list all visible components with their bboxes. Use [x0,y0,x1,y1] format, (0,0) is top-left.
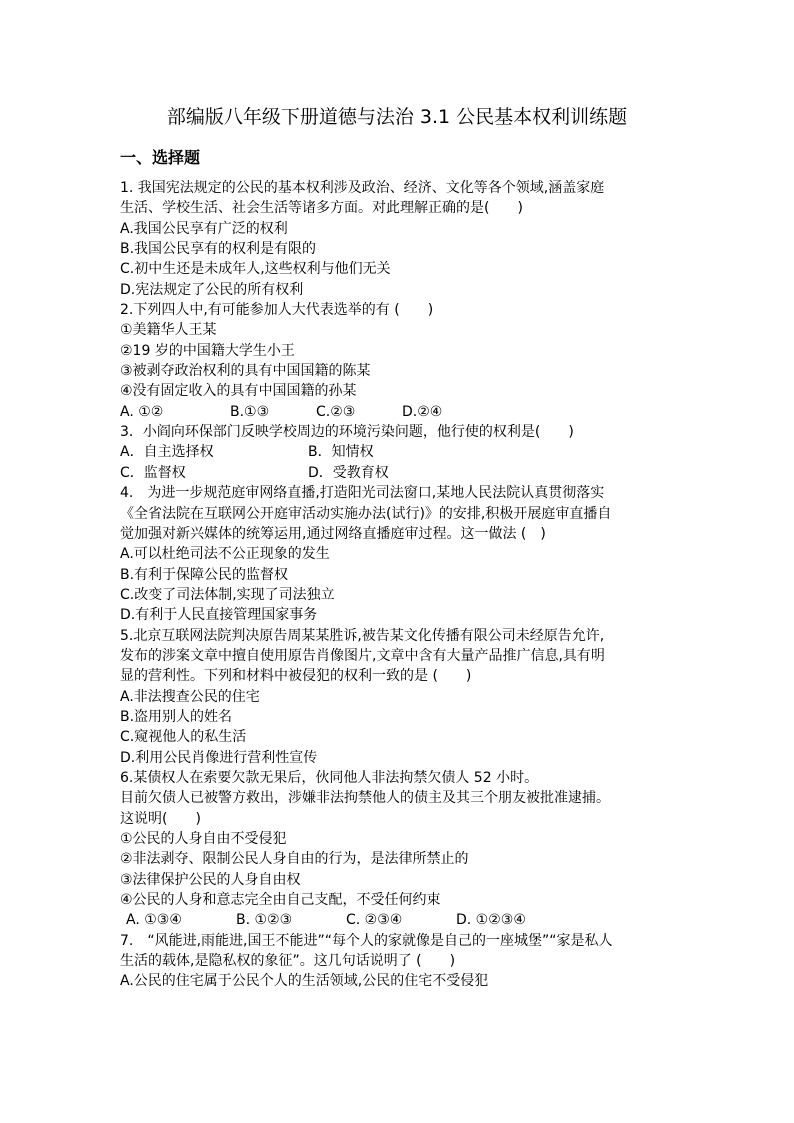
question-6-option-a: A. ①③④ [126,912,182,929]
question-3-option-b: B．知情权 [308,444,374,461]
question-6-option-b: B. ①②③ [236,912,293,929]
question-2-option-c: C.②③ [316,403,356,420]
question-6-item-2: ②非法剥夺、限制公民人身自由的行为，是法律所禁止的 [120,851,469,868]
question-2-options [120,402,680,422]
question-1-stem-line-2: 生活、学校生活、社会生活等诸多方面。对此理解正确的是( ) [120,200,523,217]
question-6-options [120,910,680,930]
question-5-stem-line-1: 5.北京互联网法院判决原告周某某胜诉,被告某文化传播有限公司未经原告允许, [120,627,605,644]
question-6-item-4: ④公民的人身和意志完全由自己支配，不受任何约束 [120,892,441,909]
question-4-stem-line-3: 觉加强对新兴媒体的统筹运用,通过网络直播庭审过程。这一做法 ( ) [120,525,546,542]
document-title: 部编版八年级下册道德与法治 3.1 公民基本权利训练题 [166,106,628,128]
question-6-item-1: ①公民的人身自由不受侵犯 [120,831,287,847]
question-1-option-b: B.我国公民享有的权利是有限的 [120,241,317,258]
question-3-option-d: D．受教育权 [308,464,389,481]
question-2-option-d: D.②④ [402,403,443,420]
question-2-stem: 2.下列四人中,有可能参加人大代表选举的有 ( ) [120,302,434,319]
question-3-stem: 3．小阎向环保部门反映学校周边的环境污染问题，他行使的权利是( ) [120,424,574,441]
question-3-option-c: C．监督权 [120,464,186,481]
question-3-option-a: A．自主选择权 [120,444,214,461]
question-4-option-c: C.改变了司法体制,实现了司法独立 [120,586,335,603]
question-4-option-a: A.可以杜绝司法不公正现象的发生 [120,546,330,563]
question-7-stem-line-2: 生活的载体,是隐私权的象征”。这几句话说明了 ( ) [120,953,456,970]
question-6-item-3: ③法律保护公民的人身自由权 [120,871,301,888]
question-4-option-b: B.有利于保障公民的监督权 [120,566,289,583]
question-6-stem-line-1: 6.某债权人在索要欠款无果后，伙同他人非法拘禁欠债人 52 小时。 [120,769,539,786]
question-4-option-d: D.有利于人民直接管理国家事务 [120,607,318,624]
question-5-stem-line-2: 发布的涉案文章中擅自使用原告肖像图片,文章中含有大量产品推广信息,具有明 [120,647,605,664]
question-2-option-b: B.①③ [230,403,270,420]
question-5-stem-line-3: 显的营利性。下列和材料中被侵犯的权利一致的是 ( ) [120,668,472,685]
question-6-option-c: C. ②③④ [346,912,403,929]
question-2-option-a: A. ①② [120,403,164,420]
question-6-stem-line-3: 这说明( ) [120,810,201,827]
question-2-item-2: ②19 岁的中国籍大学生小王 [120,342,295,359]
question-list [120,178,680,992]
question-4-stem-line-2: 《全省法院在互联网公开庭审活动实施办法(试行)》的安排,积极开展庭审直播自 [120,505,612,522]
section-heading: 一、选择题 [120,148,201,167]
question-3-options-row-1 [120,442,680,462]
question-5-option-a: A.非法搜查公民的住宅 [120,688,260,705]
question-5-option-d: D.利用公民肖像进行营利性宣传 [120,749,318,766]
question-1-option-a: A.我国公民享有广泛的权利 [120,220,288,237]
question-1-stem-line-1: 1. 我国宪法规定的公民的基本权利涉及政治、经济、文化等各个领域,涵盖家庭 [120,180,605,196]
question-3-options-row-2 [120,463,680,483]
question-2-item-1: ①美籍华人王某 [120,322,217,339]
question-2-item-4: ④没有固定收入的具有中国国籍的孙某 [120,383,357,400]
question-6-stem-line-2: 目前欠债人已被警方救出，涉嫌非法拘禁他人的债主及其三个朋友被批准逮捕。 [120,790,610,807]
question-6-option-d: D. ①②③④ [456,912,526,929]
question-7-option-a: A.公民的住宅属于公民个人的生活领域,公民的住宅不受侵犯 [120,973,489,990]
question-1-option-d: D.宪法规定了公民的所有权利 [120,281,304,298]
question-1-option-c: C.初中生还是未成年人,这些权利与他们无关 [120,261,391,278]
question-4-stem-line-1: 4. 为进一步规范庭审网络直播,打造阳光司法窗口,某地人民法院认真贯彻落实 [120,485,605,502]
question-7-stem-line-1: 7. “风能进,雨能进,国王不能进”“每个人的家就像是自己的一座城堡”“家是私人 [120,932,613,949]
question-5-option-c: C.窥视他人的私生活 [120,729,247,746]
question-2-item-3: ③被剥夺政治权利的具有中国国籍的陈某 [120,363,371,380]
question-5-option-b: B.盗用别人的姓名 [120,708,233,725]
